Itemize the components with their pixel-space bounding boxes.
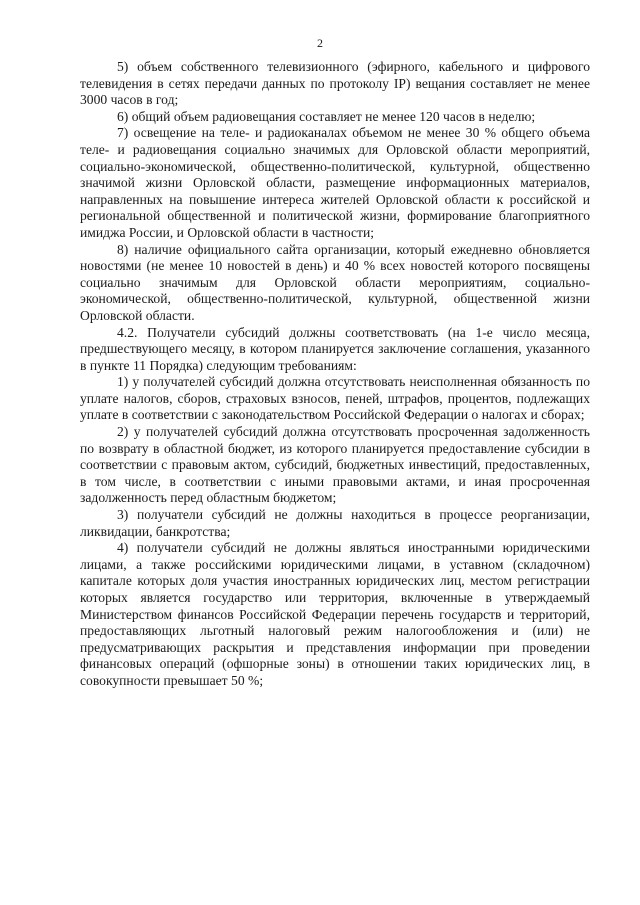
paragraph-item-7-coverage: 7) освещение на теле- и радиоканалах объемом не менее 30 % общего объема теле- и радиовещания социально значимых для Орловской области мероприятий, социально-экономической, общественно-политической, культурной, общественно значимой жизни Орловской области, размещение информационных материалов, направленных на повышение интереса жителей Орловской области к российской и региональной общественной и политической жизни, формирование благоприятного имиджа России, и Орловской области в частности; <box>80 125 590 240</box>
paragraph-item-8-website: 8) наличие официального сайта организации, который ежедневно обновляется новостями (не менее 10 новостей в день) и 40 % всех новостей которого посвящены социально значимым для Орловской области мероприятиям, социально-экономической, общественно-политической, культурной, общественной жизни Орловской области. <box>80 241 590 323</box>
paragraph-item-6-radio-volume: 6) общий объем радиовещания составляет не менее 120 часов в неделю; <box>117 108 536 124</box>
paragraph-item-5-tv-volume: 5) объем собственного телевизионного (эфирного, кабельного и цифрового телевидения в сетях передачи данных по протоколу IP) вещания составляет не менее 3000 часов в год; <box>80 59 590 108</box>
document-body <box>80 59 590 690</box>
paragraph-section-4-2: 4.2. Получатели субсидий должны соответствовать (на 1-е число месяца, предшествующего месяцу, в котором планируется заключение соглашения, указанного в пункте 11 Порядка) следующим требованиям: <box>80 324 590 373</box>
paragraph-requirement-4-foreign: 4) получатели субсидий не должны являться иностранными юридическими лицами, а также российскими юридическими лицами, в уставном (складочном) капитале которых доля участия иностранных юридических лиц, местом регистрации которых является государство или территория, включенные в утверждаемый Министерством финансов Российской Федерации перечень государств и территорий, предоставляющих льготный налоговый режим налогообложения и (или) не предусматривающих раскрытия и представления информации при проведении финансовых операций (офшорные зоны) в отношении таких юридических лиц, в совокупности превышает 50 %; <box>80 540 590 688</box>
paragraph-requirement-2-debt: 2) у получателей субсидий должна отсутствовать просроченная задолженность по возврату в областной бюджет, из которого планируется предоставление субсидии в соответствии с правовым актом, субсидий, бюджетных инвестиций, предоставленных, в том числе, в соответствии с иными правовыми актами, и иная просроченная задолженность перед областным бюджетом; <box>80 424 590 506</box>
paragraph-requirement-1-taxes: 1) у получателей субсидий должна отсутствовать неисполненная обязанность по уплате налогов, сборов, страховых взносов, пеней, штрафов, процентов, подлежащих уплате в соответствии с законодательством Российской Федерации о налогах и сборах; <box>80 374 590 423</box>
paragraph-requirement-3-reorganization: 3) получатели субсидий не должны находиться в процессе реорганизации, ликвидации, банкротства; <box>80 507 590 539</box>
page-number: 2 <box>317 36 323 50</box>
